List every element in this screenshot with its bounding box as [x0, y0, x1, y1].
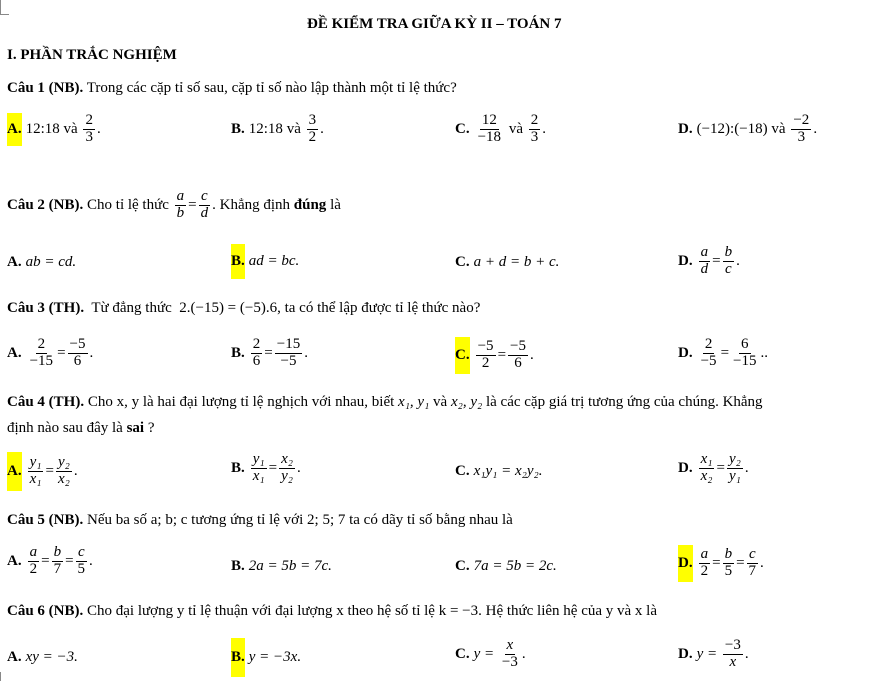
- fraction-numerator: −5: [477, 338, 494, 355]
- option-letter: D.: [678, 344, 693, 361]
- fraction: [699, 245, 711, 278]
- option-text: 12:18: [248, 120, 283, 137]
- fraction-numerator: a: [700, 244, 709, 260]
- q2-option-b[interactable]: [231, 244, 299, 279]
- fraction-denominator: 3: [85, 129, 93, 145]
- fraction-denominator: 7: [53, 560, 62, 577]
- fraction-numerator: 2: [37, 336, 46, 352]
- fraction-denominator: 6: [252, 352, 261, 369]
- fraction: [56, 455, 72, 488]
- question-2-text: . Khẳng định: [212, 196, 291, 213]
- fraction-numerator: x₁: [700, 451, 713, 467]
- question-6-text: Cho đại lượng y tỉ lệ thuận với đại lượng x theo hệ số tỉ lệ k = −3. Hệ thức liên hệ của y và x là: [87, 603, 658, 619]
- fraction-denominator: 2: [481, 355, 490, 371]
- fraction-denominator: 3: [530, 128, 539, 145]
- option-text: 2a = 5b = 7c.: [248, 558, 332, 574]
- option-letter: A.: [7, 344, 22, 361]
- option-text: xy = −3.: [25, 649, 78, 665]
- question-1-text: Trong các cặp tỉ số sau, cặp tỉ số nào lập thành một tỉ lệ thức?: [86, 80, 457, 96]
- fraction: [727, 452, 743, 485]
- fraction: [699, 547, 711, 580]
- fraction: [175, 189, 187, 222]
- fraction-numerator: c: [201, 188, 208, 204]
- fraction-numerator: a: [176, 188, 185, 204]
- fraction-numerator: y₂: [57, 454, 70, 471]
- page-corner-mark-bottom: [0, 672, 9, 681]
- q6-option-c[interactable]: [455, 638, 526, 671]
- fraction-denominator: 6: [514, 355, 522, 371]
- fraction-numerator: 2: [530, 112, 539, 128]
- fraction-numerator: y₂: [728, 451, 741, 467]
- fraction-denominator: 3: [797, 128, 806, 145]
- option-text: x₁y₁ = x₂y₂.: [473, 463, 543, 479]
- fraction-numerator: 6: [741, 336, 749, 352]
- q3-option-c[interactable]: [455, 337, 534, 374]
- question-4-text: ?: [147, 420, 155, 436]
- math-symbol: =: [188, 196, 197, 213]
- option-letter: C.: [455, 558, 470, 574]
- question-6-label: Câu 6 (NB).: [7, 603, 84, 619]
- fraction-denominator: −3: [501, 653, 518, 670]
- option-letter: C.: [455, 645, 470, 662]
- question-5: [7, 512, 513, 529]
- question-4-text: là các cặp giá trị tương ứng của chúng. Khẳng: [485, 394, 763, 410]
- question-3-label: Câu 3 (TH).: [7, 300, 85, 316]
- page-corner-mark: [0, 0, 9, 15]
- fraction-denominator: 2: [29, 560, 38, 577]
- fraction-numerator: a: [29, 544, 38, 560]
- math-symbol: =: [497, 347, 507, 363]
- fraction-denominator: 5: [724, 563, 733, 579]
- fraction-denominator: d: [200, 204, 209, 221]
- math-symbol: =: [736, 555, 745, 571]
- math-symbol: .: [89, 344, 94, 361]
- fraction: [199, 189, 211, 222]
- math-symbol: .: [530, 347, 534, 363]
- math-symbol: .: [296, 459, 301, 476]
- fraction-denominator: y₂: [281, 467, 293, 484]
- q1-option-c[interactable]: [455, 113, 546, 146]
- option-text: 7a = 5b = 2c.: [473, 558, 557, 574]
- question-2-text: là: [330, 196, 341, 213]
- question-6: [7, 603, 657, 620]
- document-title: ĐỀ KIỂM TRA GIỮA KỲ II – TOÁN 7: [307, 16, 562, 32]
- question-1-label: Câu 1 (NB).: [7, 80, 84, 96]
- fraction-denominator: 5: [77, 560, 86, 577]
- q5-option-c[interactable]: [455, 558, 557, 575]
- q3-option-b[interactable]: [231, 337, 308, 370]
- question-3: [7, 300, 480, 317]
- fraction: [52, 545, 64, 578]
- fraction-denominator: x₂: [57, 471, 70, 487]
- fraction-denominator: x₁: [252, 467, 265, 484]
- fraction: [731, 337, 758, 370]
- fraction-denominator: b: [176, 204, 185, 221]
- variable-pair: x₂, y₂: [450, 394, 483, 410]
- math-symbol: .: [813, 120, 818, 137]
- fraction-numerator: 3: [308, 112, 317, 128]
- q4-option-a[interactable]: [7, 452, 78, 491]
- math-symbol: .: [73, 463, 78, 479]
- option-letter: D.: [678, 545, 693, 582]
- math-symbol: .: [96, 121, 101, 137]
- fraction-numerator: 12: [481, 112, 497, 128]
- option-letter: A.: [7, 552, 22, 569]
- option-text: y =: [473, 645, 495, 662]
- math-symbol: .: [320, 120, 324, 137]
- option-text: ad = bc.: [248, 253, 300, 269]
- fraction: [791, 113, 811, 146]
- fraction-denominator: −18: [477, 128, 502, 145]
- math-symbol: =: [720, 344, 730, 361]
- fraction: [279, 452, 295, 485]
- fraction-numerator: c: [77, 544, 85, 560]
- fraction: [275, 337, 302, 370]
- question-5-label: Câu 5 (NB).: [7, 512, 84, 528]
- math-symbol: ..: [760, 344, 768, 361]
- math-symbol: =: [45, 463, 54, 479]
- question-4-cont: [7, 420, 155, 437]
- math-symbol: .: [89, 552, 93, 569]
- fraction-denominator: −15: [733, 352, 757, 369]
- fraction: [747, 547, 759, 580]
- fraction-denominator: −5: [700, 352, 717, 369]
- option-text: y =: [696, 645, 718, 662]
- fraction: [68, 337, 88, 370]
- fraction-denominator: 2: [700, 563, 709, 579]
- option-letter: A.: [7, 254, 22, 270]
- fraction: [76, 545, 88, 578]
- math-symbol: .: [736, 252, 740, 269]
- fraction-denominator: −15: [29, 352, 54, 369]
- fraction-numerator: −15: [276, 336, 301, 352]
- option-letter: C.: [455, 337, 470, 374]
- q6-option-b[interactable]: [231, 638, 301, 677]
- fraction-numerator: x₂: [281, 451, 293, 467]
- fraction: [28, 337, 55, 370]
- question-4: [7, 394, 763, 411]
- fraction-numerator: 2: [252, 336, 261, 352]
- option-letter: A.: [7, 113, 22, 146]
- fraction-numerator: x: [506, 637, 514, 653]
- option-letter: A.: [7, 452, 22, 491]
- equation: 2.(−15) = (−5).6: [179, 300, 278, 316]
- fraction-numerator: −5: [510, 338, 526, 355]
- math-symbol: =: [712, 252, 721, 269]
- fraction-denominator: y₁: [728, 467, 741, 484]
- question-3-text: , ta có thể lập được tỉ lệ thức nào?: [277, 300, 481, 316]
- q6-option-d[interactable]: [678, 638, 749, 671]
- option-letter: A.: [7, 649, 22, 665]
- fraction-numerator: y₁: [29, 454, 42, 471]
- fraction-denominator: 2: [308, 128, 317, 145]
- q2-option-d[interactable]: [678, 245, 740, 278]
- q4-option-d[interactable]: [678, 452, 749, 485]
- q1-option-d[interactable]: [678, 113, 817, 146]
- option-text: và: [771, 120, 786, 137]
- fraction: [699, 452, 715, 485]
- option-letter: D.: [678, 459, 693, 476]
- question-1: [7, 80, 457, 97]
- math-symbol: =: [264, 344, 273, 361]
- fraction: [251, 337, 263, 370]
- fraction-denominator: x₂: [700, 467, 713, 484]
- fraction-denominator: 7: [748, 563, 757, 579]
- option-letter: C.: [455, 120, 470, 137]
- fraction-numerator: b: [724, 546, 733, 563]
- fraction-numerator: a: [700, 546, 709, 563]
- fraction-denominator: c: [724, 260, 732, 277]
- fraction: [529, 113, 541, 146]
- fraction-denominator: 6: [73, 352, 82, 369]
- question-3-text: Từ đẳng thức: [91, 300, 172, 316]
- option-letter: D.: [678, 645, 693, 662]
- option-text: và: [508, 120, 523, 137]
- emphasis: đúng: [293, 196, 327, 213]
- fraction: [723, 245, 735, 278]
- q5-option-b[interactable]: [231, 558, 332, 575]
- option-letter: B.: [231, 558, 245, 574]
- math-symbol: =: [268, 459, 278, 476]
- option-text: 12:18: [25, 121, 60, 137]
- fraction-denominator: −5: [280, 352, 297, 369]
- fraction: [508, 339, 528, 372]
- fraction-numerator: 2: [85, 112, 93, 129]
- option-text: và: [286, 120, 301, 137]
- option-letter: B.: [231, 459, 245, 476]
- variable-pair: x₁, y₁: [398, 394, 430, 410]
- fraction-denominator: x: [729, 653, 737, 670]
- fraction: [476, 113, 503, 146]
- option-letter: D.: [678, 120, 693, 137]
- question-2-label: Câu 2 (NB).: [7, 196, 84, 213]
- q3-option-d[interactable]: [678, 337, 768, 370]
- fraction-numerator: b: [53, 544, 62, 560]
- q1-option-a[interactable]: [7, 113, 101, 146]
- option-text: y = −3x.: [248, 649, 302, 665]
- math-symbol: =: [712, 555, 721, 571]
- option-letter: B.: [231, 244, 245, 279]
- fraction-numerator: 2: [704, 336, 713, 352]
- option-text: ab = cd.: [25, 254, 77, 270]
- question-4-label: Câu 4 (TH).: [7, 394, 85, 410]
- fraction-numerator: y₁: [252, 451, 265, 467]
- option-text: (−12):(−18): [696, 120, 768, 137]
- option-letter: C.: [455, 254, 470, 270]
- fraction: [476, 339, 496, 372]
- q4-option-b[interactable]: [231, 452, 301, 485]
- fraction: [307, 113, 319, 146]
- q5-option-d[interactable]: [678, 545, 764, 582]
- fraction-numerator: b: [724, 244, 733, 260]
- math-symbol: .: [744, 645, 749, 662]
- fraction-numerator: −3: [724, 637, 741, 653]
- q6-option-a[interactable]: [7, 649, 78, 666]
- math-symbol: =: [41, 552, 50, 569]
- fraction-denominator: x₁: [29, 471, 42, 487]
- option-letter: B.: [231, 344, 245, 361]
- q5-option-a[interactable]: [7, 545, 93, 578]
- q3-option-a[interactable]: [7, 337, 93, 370]
- fraction: [699, 337, 719, 370]
- math-symbol: .: [521, 645, 526, 662]
- fraction: [723, 638, 743, 671]
- question-4-text: định nào sau đây là: [7, 420, 123, 436]
- math-symbol: .: [304, 344, 308, 361]
- question-2-text: Cho tỉ lệ thức: [87, 196, 169, 213]
- math-symbol: =: [57, 344, 66, 361]
- option-text: a + d = b + c.: [473, 254, 560, 270]
- option-letter: B.: [231, 120, 245, 137]
- option-text: và: [63, 121, 78, 137]
- section-heading: I. PHẦN TRẮC NGHIỆM: [7, 47, 177, 63]
- q1-option-b[interactable]: [231, 113, 324, 146]
- question-2: [7, 189, 341, 222]
- fraction-numerator: −2: [793, 112, 810, 128]
- math-symbol: .: [542, 120, 546, 137]
- fraction: [723, 547, 735, 580]
- fraction: [83, 113, 95, 146]
- fraction-denominator: d: [700, 260, 709, 277]
- question-4-text: và: [433, 394, 448, 410]
- q4-option-c[interactable]: [455, 463, 542, 480]
- fraction-numerator: c: [748, 546, 756, 563]
- question-5-text: Nếu ba số a; b; c tương ứng tỉ lệ với 2; 5; 7 ta có dãy tỉ số bằng nhau là: [87, 512, 513, 528]
- math-symbol: .: [760, 555, 764, 571]
- fraction: [28, 455, 44, 488]
- math-symbol: =: [716, 459, 725, 476]
- q2-option-c[interactable]: [455, 254, 559, 271]
- option-letter: B.: [231, 638, 245, 677]
- fraction: [500, 638, 520, 671]
- fraction: [28, 545, 40, 578]
- math-symbol: .: [744, 459, 749, 476]
- option-letter: D.: [678, 252, 693, 269]
- fraction-numerator: −5: [69, 336, 86, 352]
- question-4-text: Cho x, y là hai đại lượng tỉ lệ nghịch với nhau, biết: [87, 394, 395, 410]
- fraction: [251, 452, 267, 485]
- emphasis: sai: [126, 420, 145, 436]
- q2-option-a[interactable]: [7, 254, 76, 271]
- math-symbol: =: [65, 552, 74, 569]
- option-letter: C.: [455, 463, 470, 479]
